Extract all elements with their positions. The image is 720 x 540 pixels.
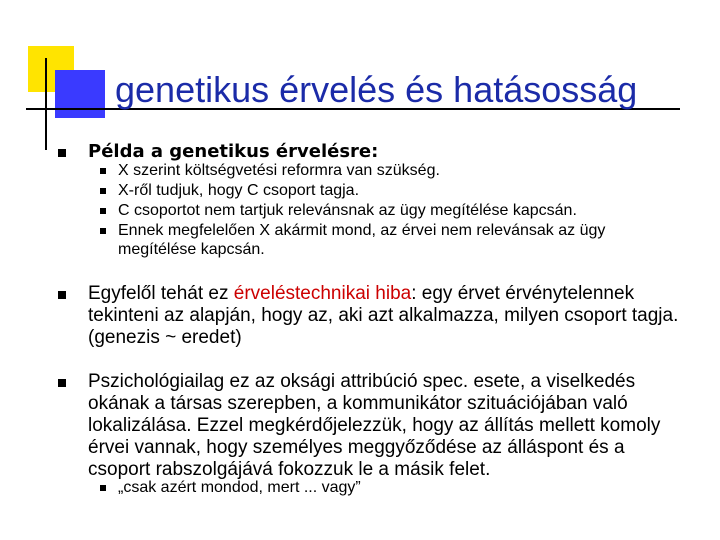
bullet-icon [58, 379, 66, 387]
example-item: Ennek megfelelően X akármit mond, az érvei nem relevánsak az ügy megítélése kapcsán. [118, 222, 606, 258]
decor-blue-square [55, 70, 105, 118]
sub-bullet-icon [100, 485, 106, 491]
sub-bullet-icon [100, 208, 106, 214]
decor-vertical-line [45, 58, 47, 150]
quote-text: „csak azért mondod, mert ... vagy” [118, 479, 361, 496]
bullet-icon [58, 149, 66, 157]
point-one-paragraph [88, 283, 686, 349]
sub-bullet-icon [100, 168, 106, 174]
point-one-highlight: érveléstechnikai hiba [233, 283, 412, 304]
point-two-paragraph: Pszichológiailag ez az oksági attribúció spec. esete, a viselkedés okának a társas szerepben, a kommunikátor szituációjában való lokalizálása. Ezzel megkérdőjelezzük, hogy az állítás mellett komoly érvei vannak, hogy személyes meggyőződése az álláspont és a csoport rabszolgájává fokozzuk le a másik felet. [88, 371, 661, 480]
example-item: C csoportot nem tartjuk relevánsnak az ügy megítélése kapcsán. [118, 202, 577, 219]
section-heading: Példa a genetikus érvelésre: [88, 141, 379, 162]
slide-title: genetikus érvelés és hatásosság [115, 69, 638, 110]
point-one-text: Egyfelől tehát ez [88, 283, 234, 304]
example-item: X-ről tudjuk, hogy C csoport tagja. [118, 182, 360, 199]
example-item: X szerint költségvetési reformra van szükség. [118, 162, 440, 179]
bullet-icon [58, 291, 66, 299]
point-one-text-rest: : egy érvet érvénytelennek tekinteni az alapján, hogy az, aki azt alkalmazza, milyen csoport tagja. (genezis ~ eredet) [88, 283, 679, 348]
sub-bullet-icon [100, 228, 106, 234]
sub-bullet-icon [100, 188, 106, 194]
